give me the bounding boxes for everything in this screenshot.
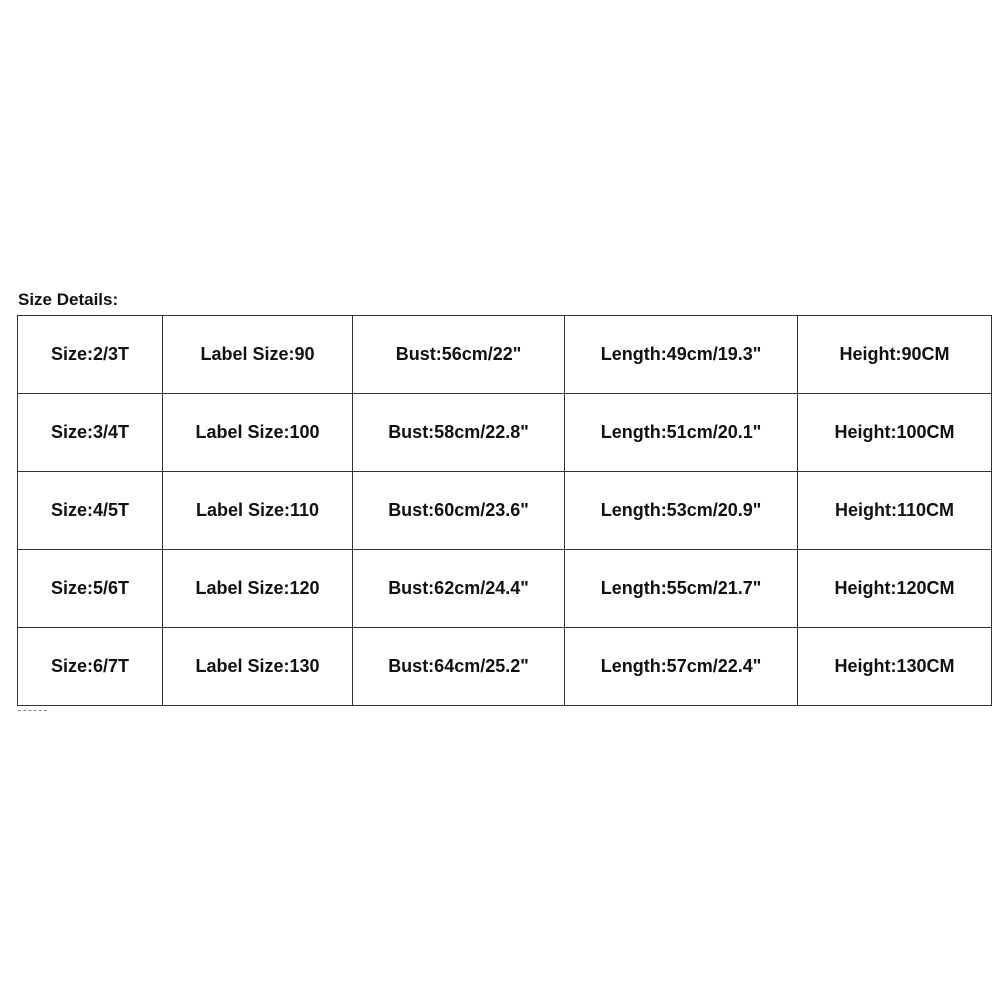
- bust-cell: Bust:62cm/24.4": [353, 550, 565, 628]
- size-cell: Size:3/4T: [18, 394, 163, 472]
- label-size-cell: Label Size:100: [163, 394, 353, 472]
- section-title: Size Details:: [18, 290, 119, 309]
- table-row: [18, 316, 992, 394]
- size-cell: Size:2/3T: [18, 316, 163, 394]
- height-cell: Height:100CM: [798, 394, 992, 472]
- bust-cell: Bust:58cm/22.8": [353, 394, 565, 472]
- size-cell: Size:4/5T: [18, 472, 163, 550]
- bust-cell: Bust:64cm/25.2": [353, 628, 565, 706]
- table-row: [18, 628, 992, 706]
- height-cell: Height:120CM: [798, 550, 992, 628]
- length-cell: Length:53cm/20.9": [565, 472, 798, 550]
- bust-cell: Bust:56cm/22": [353, 316, 565, 394]
- table-row: [18, 394, 992, 472]
- size-cell: Size:5/6T: [18, 550, 163, 628]
- label-size-cell: Label Size:90: [163, 316, 353, 394]
- label-size-cell: Label Size:130: [163, 628, 353, 706]
- table-row: [18, 472, 992, 550]
- length-cell: Length:49cm/19.3": [565, 316, 798, 394]
- height-cell: Height:130CM: [798, 628, 992, 706]
- bust-cell: Bust:60cm/23.6": [353, 472, 565, 550]
- height-cell: Height:90CM: [798, 316, 992, 394]
- length-cell: Length:57cm/22.4": [565, 628, 798, 706]
- label-size-cell: Label Size:110: [163, 472, 353, 550]
- length-cell: Length:51cm/20.1": [565, 394, 798, 472]
- table-row: [18, 550, 992, 628]
- height-cell: Height:110CM: [798, 472, 992, 550]
- label-size-cell: Label Size:120: [163, 550, 353, 628]
- size-cell: Size:6/7T: [18, 628, 163, 706]
- dashed-divider: [18, 710, 47, 713]
- size-details-table: [17, 315, 992, 706]
- length-cell: Length:55cm/21.7": [565, 550, 798, 628]
